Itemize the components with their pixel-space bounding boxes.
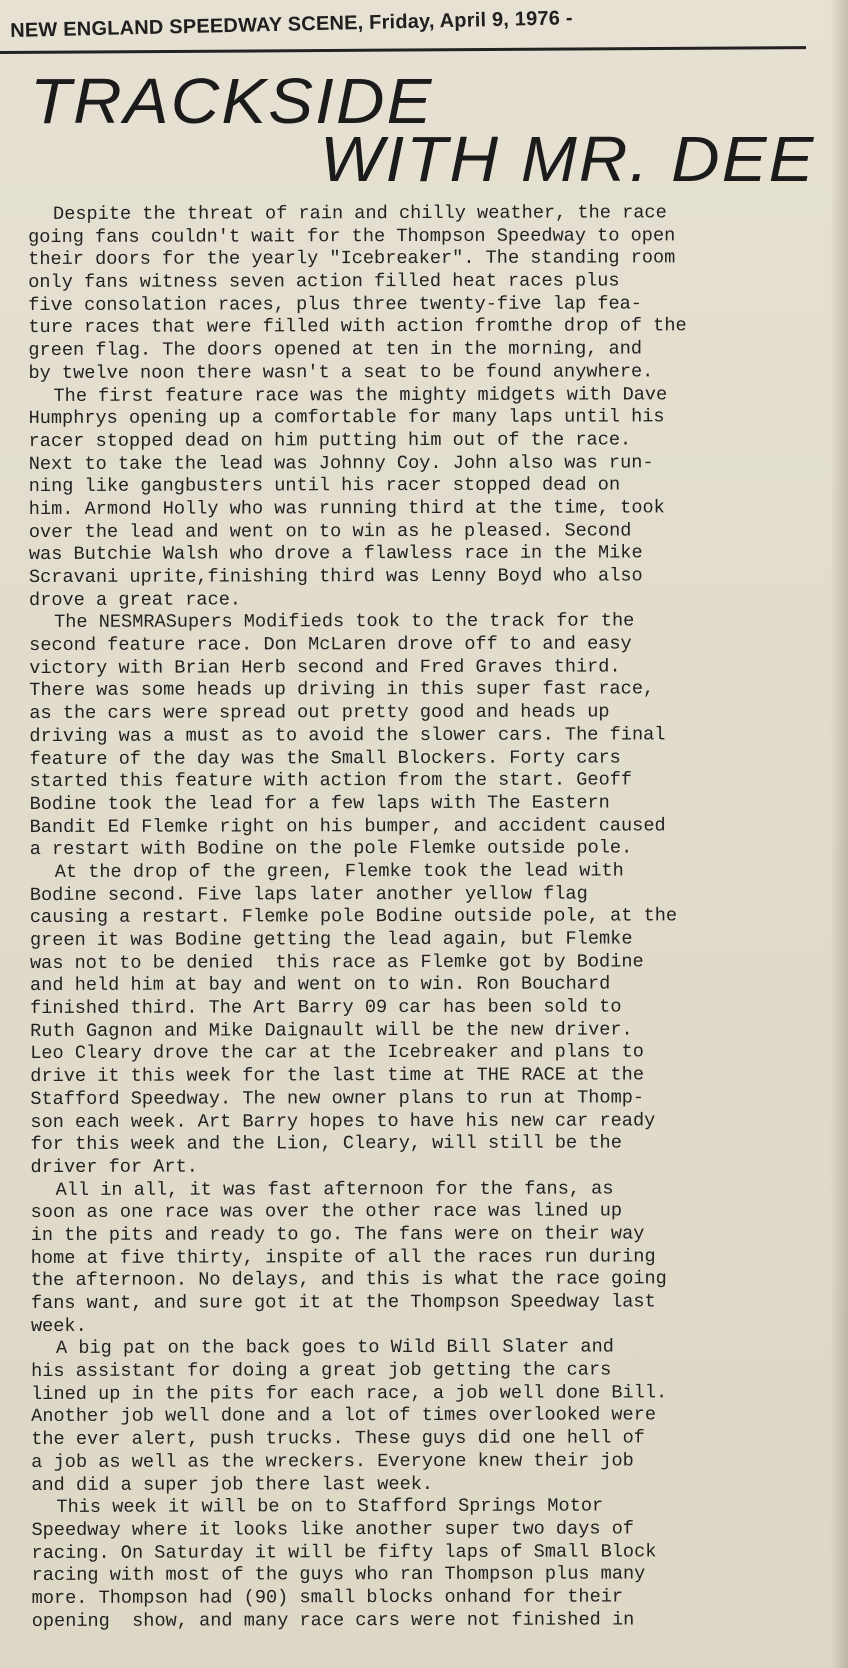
article-line: more. Thompson had (90) small blocks onhand for their — [31, 1586, 624, 1609]
article-line: opening show, and many race cars were not finished in — [31, 1609, 635, 1632]
article-line: Speedway where it looks like another super two days of — [31, 1518, 635, 1541]
article-line: Ruth Gagnon and Mike Daignault will be the new driver. — [30, 1019, 633, 1042]
article-line: their doors for the yearly "Icebreaker". The standing room — [28, 247, 676, 271]
article-line: ning like gangbusters until his racer stopped dead on — [28, 474, 621, 498]
article-line: Another job well done and a lot of times overlooked were — [31, 1404, 657, 1428]
article-line: Bandit Ed Flemke right on his bumper, and accident caused — [29, 814, 666, 838]
article-line: was Butchie Walsh who drove a flawless race in the Mike — [28, 542, 643, 566]
article-line: the afternoon. No delays, and this is what the race going — [30, 1268, 667, 1292]
article-line: Scravani uprite,finishing third was Lenny Boyd who also — [28, 565, 643, 588]
article-line: drove a great race. — [29, 589, 242, 611]
article-line: week. — [30, 1315, 87, 1337]
article-line: for this week and the Lion, Cleary, will still be the — [30, 1132, 622, 1156]
header-rule — [0, 46, 806, 54]
article-line: green it was Bodine getting the lead again, but Flemke — [29, 928, 633, 951]
article-line: only fans witness seven action filled heat races plus — [28, 270, 620, 294]
article-line: his assistant for doing a great job getting the cars — [31, 1359, 612, 1383]
article-line: All in all, it was fast afternoon for the fans, as — [55, 1178, 614, 1201]
article-line: ture races that were filled with action fromthe drop of the — [28, 315, 687, 339]
article-line: Next to take the lead was Johnny Coy. John also was run- — [28, 451, 654, 475]
article-line: driving was a must as to avoid the slower cars. The final — [29, 724, 666, 747]
article-line: The first feature race was the mighty midgets with Dave — [53, 383, 668, 407]
article-line: finished third. The Art Barry 09 car has been sold to — [30, 996, 622, 1020]
headline-line-1: TRACKSIDE — [30, 65, 434, 137]
article-line: racer stopped dead on him putting him out of the race. — [28, 429, 632, 452]
article-line: over the lead and went on to win as he pleased. Second — [28, 520, 632, 543]
article-line: victory with Brian Herb second and Fred Graves third. — [29, 656, 621, 679]
article-line: by twelve noon there wasn't a seat to be found anywhere. — [28, 361, 654, 384]
article-line: fans want, and sure got it at the Thompson Speedway last — [30, 1291, 656, 1314]
article-line: Bodine second. Five laps later another yellow flag — [29, 883, 588, 906]
article-line: feature of the day was the Small Blockers. Forty cars — [29, 746, 621, 770]
publication-header: NEW ENGLAND SPEEDWAY SCENE, Friday, April 9, 1976 - — [10, 7, 573, 42]
article-line: lined up in the pits for each race, a job well done Bill. — [31, 1382, 668, 1405]
article-line: At the drop of the green, Flemke took the lead with — [54, 860, 624, 883]
article-line: Bodine took the lead for a few laps with The Eastern — [29, 792, 610, 815]
article-line: second feature race. Don McLaren drove off to and easy — [29, 633, 632, 657]
article-line: This week it will be on to Stafford Springs Motor — [56, 1495, 604, 1519]
article-line: Stafford Speedway. The new owner plans to run at Thomp- — [30, 1087, 645, 1110]
article-line: and held him at bay and went on to win. Ron Bouchard — [30, 973, 611, 997]
article-line: racing. On Saturday it will be fifty laps of Small Block — [31, 1540, 657, 1564]
article-line: A big pat on the back goes to Wild Bill Slater and — [55, 1336, 614, 1360]
article-line: Leo Cleary drove the car at the Icebreaker and plans to — [30, 1041, 644, 1065]
article-line: a restart with Bodine on the pole Flemke outside pole. — [29, 837, 633, 861]
article-line: as the cars were spread out pretty good and heads up — [29, 701, 610, 725]
article-line: in the pits and ready to go. The fans were on their way — [30, 1223, 645, 1246]
article-line: him. Armond Holly who was running third at the time, took — [28, 497, 665, 520]
article-line: green flag. The doors opened at ten in the morning, and — [28, 338, 643, 362]
article-line: and did a super job there last week. — [31, 1473, 434, 1496]
article-line: There was some heads up driving in this super fast race, — [29, 678, 655, 702]
article-line: Despite the threat of rain and chilly weather, the race — [52, 202, 667, 225]
article-line: started this feature with action from the start. Geoff — [29, 769, 633, 793]
article-line: going fans couldn't wait for the Thompson Speedway to open — [28, 224, 676, 248]
article-line: Humphrys opening up a comfortable for many laps until his — [28, 406, 665, 430]
article-line: was not to be denied this race as Flemke got by Bodine — [29, 951, 644, 974]
article-line: a job as well as the wreckers. Everyone knew their job — [31, 1450, 634, 1473]
article-line: the ever alert, push trucks. These guys did one hell of — [31, 1427, 645, 1451]
article-line: racing with most of the guys who ran Thompson plus many — [31, 1563, 646, 1587]
article-line: driver for Art. — [30, 1156, 198, 1178]
article-line: drive it this week for the last time at THE RACE at the — [30, 1064, 645, 1088]
article-line: five consolation races, plus three twenty-five lap fea- — [28, 293, 642, 316]
article-line: causing a restart. Flemke pole Bodine outside pole, at the — [29, 905, 678, 929]
article-line: The NESMRASupers Modifieds took to the track for the — [54, 610, 635, 634]
article-line: soon as one race was over the other race was lined up — [30, 1200, 623, 1224]
headline-line-2: WITH MR. DEE — [320, 123, 816, 195]
article-body — [28, 202, 832, 1633]
article-line: son each week. Art Barry hopes to have his new car ready — [30, 1109, 656, 1133]
article-line: home at five thirty, inspite of all the races run during — [30, 1245, 656, 1269]
